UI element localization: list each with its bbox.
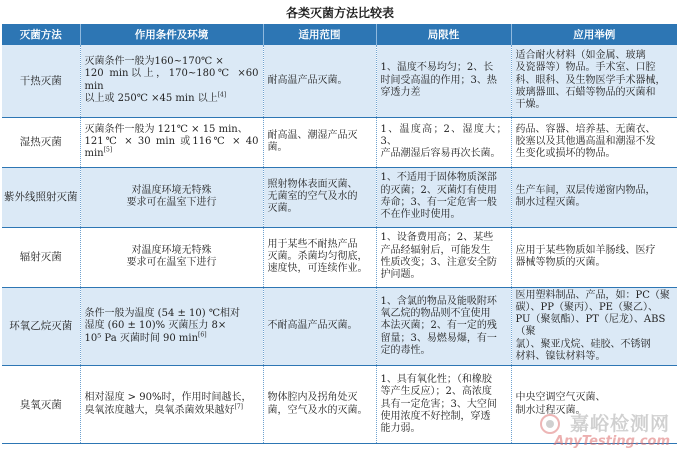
method-cell: 紫外线照射灭菌: [2, 167, 80, 227]
scope-cell: 用于某些不耐热产品 灭菌。杀菌均匀彻底， 速度快，可连续作业。: [263, 227, 376, 287]
citation-ref: [4]: [217, 91, 227, 99]
method-cell: 干热灭菌: [2, 45, 80, 117]
table-title: 各类灭菌方法比较表: [285, 6, 394, 20]
method-cell: 臭氧灭菌: [2, 366, 80, 444]
scope-cell: 照射物体表面灭菌、 无菌室的空气及水的 灭菌。: [263, 167, 376, 227]
examples-cell: 应用于某些物质如羊肠线、医疗 器械等物质的灭菌。: [511, 227, 677, 287]
citation-ref: [7]: [234, 403, 243, 411]
limits-cell: 1、具有氧化性；（和橡胶 等产生反应）；2、高浓度 具有一定危害；3、大空间 使用浓度不好控制，穿透 能力弱。: [376, 366, 511, 444]
limits-cell: 1、含氯的物品及能吸附环 氧乙烷的物品则不宜使用 本法灭菌；2、有一定的残 留量；3、易燃易爆，有一 定的毒性。: [376, 287, 511, 366]
condition-cell: 对温度环境无特殊 要求可在温室下进行: [80, 167, 263, 227]
limits-cell: 1、设备费用高；2、某些 产品经辐射后，可能发生 性质改变；3、注意安全防 护问题。: [376, 227, 511, 287]
condition-cell: 灭菌条件一般为160~170℃ × 120 min以上，170~180℃ ×60 min 以上或 250℃ ×45 min 以上[4]: [80, 45, 263, 117]
header-limits: 局限性: [376, 24, 511, 45]
examples-cell: 中央空调空气灭菌、 制水过程灭菌。: [511, 366, 677, 444]
watermark-en-text: AnyTesting.com: [554, 434, 670, 449]
condition-cell: 灭菌条件一般为 121℃ × 15 min、 121℃ × 30 min 或116℃ × 40 min[5]: [80, 117, 263, 167]
limits-cell: 1、温度高；2、湿度大；3、 产品潮湿后容易再次长菌。: [376, 117, 511, 167]
examples-cell: 适合耐火材料（如金属、玻璃 及瓷器等）物品。手术室、口腔 科、眼科、及生物医学手术器械， 玻璃器皿、石蜡等物品的灭菌和 干燥。: [511, 45, 677, 117]
method-cell: 环氧乙烷灭菌: [2, 287, 80, 366]
examples-cell: 药品、容器、培养基、无菌衣、 胶塞以及其他遇高温和潮湿不发 生变化或损坏的物品。: [511, 117, 677, 167]
header-scope: 适用范围: [263, 24, 376, 45]
limits-cell: 1、温度不易均匀；2、长 时间受高温的作用；3、热 穿透力差: [376, 45, 511, 117]
header-examples: 应用举例: [511, 24, 677, 45]
method-cell: 辐射灭菌: [2, 227, 80, 287]
scope-cell: 耐高温产品灭菌。: [263, 45, 376, 117]
citation-ref: [5]: [103, 146, 113, 154]
examples-cell: 生产车间，双层传递窗内物品， 制水过程灭菌。: [511, 167, 677, 227]
comparison-table: [2, 24, 677, 444]
scope-cell: 耐高温、潮湿产品灭 菌。: [263, 117, 376, 167]
table-header-row: [2, 24, 677, 45]
watermark-cn-text: 嘉峪检测网: [569, 413, 670, 435]
header-method: 灭菌方法: [2, 24, 80, 45]
table-row: [2, 227, 677, 287]
table-row: [2, 117, 677, 167]
scope-cell: 不耐高温产品灭菌。: [263, 287, 376, 366]
header-condition: 作用条件及环境: [80, 24, 263, 45]
scope-cell: 物体腔内及拐角处灭 菌，空气及水的灭菌。: [263, 366, 376, 444]
table-row: [2, 45, 677, 117]
condition-cell: 对温度环境无特殊 要求可在温室下进行: [80, 227, 263, 287]
table-row: [2, 366, 677, 444]
table-row: [2, 167, 677, 227]
examples-cell: 医用塑料制品、产品，如：PC（聚 碳）、PP（聚丙）、PE（聚乙）、 PU（聚氨酯）、PT（尼龙）、ABS（聚 氯）、聚亚戊烷、硅胶、不锈钢 材料、镍钛材料等。: [511, 287, 677, 366]
limits-cell: 1、不适用于固体物质深部 的灭菌；2、灭菌灯有使用 寿命；3、有一定危害一般 不在作业时使用。: [376, 167, 511, 227]
method-cell: 湿热灭菌: [2, 117, 80, 167]
table-row: [2, 287, 677, 366]
condition-cell: 相对湿度 > 90%时，作用时间越长， 臭氧浓度越大，臭氧杀菌效果越好[7]: [80, 366, 263, 444]
citation-ref: [6]: [198, 331, 207, 339]
condition-cell: 条件一般为温度 (54 ± 10) ℃相对 湿度 (60 ± 10)% 灭菌压力 8× 10⁵ Pa 灭菌时间 90 min[6]: [80, 287, 263, 366]
